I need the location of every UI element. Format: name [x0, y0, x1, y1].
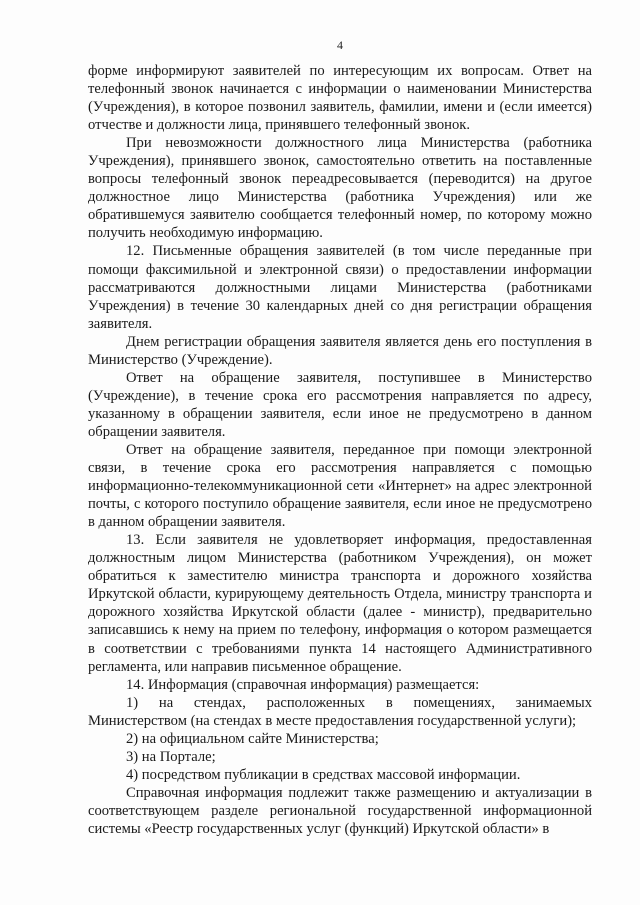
paragraph-2: При невозможности должностного лица Министерства (работника Учреждения), принявшего звонок, самостоятельно ответить на поставленные вопросы телефонный звонок переадресовывается (переводится) на другое должностное лицо Министерства (работника Учреждения) или же обратившемуся заявителю сообщается телефонный номер, по которому можно получить необходимую информацию.: [88, 135, 592, 242]
paragraph-clause-13: 13. Если заявителя не удовлетворяет информация, предоставленная должностным лицом Министерства (работником Учреждения), он может обратиться к заместителю министра транспорта и дорожного хозяйства Иркутской области, курирующему деятельность Отдела, министру транспорта и дорожного хозяйства Иркутской области (далее - министр), предварительно записавшись к нему на прием по телефону, информация о котором размещается в соответствии с требованиями пункта 14 настоящего Административного регламента, или направив письменное обращение.: [88, 532, 592, 675]
paragraph-5: Ответ на обращение заявителя, поступившее в Министерство (Учреждение), в течение срока его рассмотрения направляется по адресу, указанному в обращении заявителя, если иное не предусмотрено в данном обращении заявителя.: [88, 369, 592, 440]
paragraph-1: форме информируют заявителей по интересующим их вопросам. Ответ на телефонный звонок начинается с информации о наименовании Министерства (Учреждения), в которое позвонил заявитель, фамилии, имени и (если имеется) отчестве и должности лица, принявшего телефонный звонок.: [88, 63, 592, 134]
paragraph-4: Днем регистрации обращения заявителя является день его поступления в Министерство (Учреждение).: [88, 333, 592, 368]
list-item-2: 2) на официальном сайте Министерства;: [126, 730, 379, 747]
list-item-3: 3) на Портале;: [126, 748, 216, 765]
paragraph-clause-12: 12. Письменные обращения заявителей (в том числе переданные при помощи факсимильной и электронной связи) о предоставлении информации рассматриваются должностными лицами Министерства (работниками Учреждения) в течение 30 календарных дней со дня регистрации обращения заявителя.: [88, 243, 592, 332]
paragraph-last: Справочная информация подлежит также размещению и актуализации в соответствующем разделе региональной государственной информационной системы «Реестр государственных услуг (функций) Иркутской области» в: [88, 784, 592, 837]
list-item-4: 4) посредством публикации в средствах массовой информации.: [126, 766, 521, 783]
paragraph-clause-14: 14. Информация (справочная информация) размещается:: [126, 676, 480, 693]
page-number: 4: [337, 38, 343, 52]
paragraph-6: Ответ на обращение заявителя, переданное при помощи электронной связи, в течение срока его рассмотрения направляется с помощью информационно-телекоммуникационной сети «Интернет» на адрес электронной почты, с которого поступило обращение заявителя, если иное не предусмотрено в данном обращении заявителя.: [88, 441, 592, 531]
list-item-1: 1) на стендах, расположенных в помещениях, занимаемых Министерством (на стендах в месте предоставления государственной услуги);: [88, 694, 592, 729]
body-text: [88, 62, 592, 838]
